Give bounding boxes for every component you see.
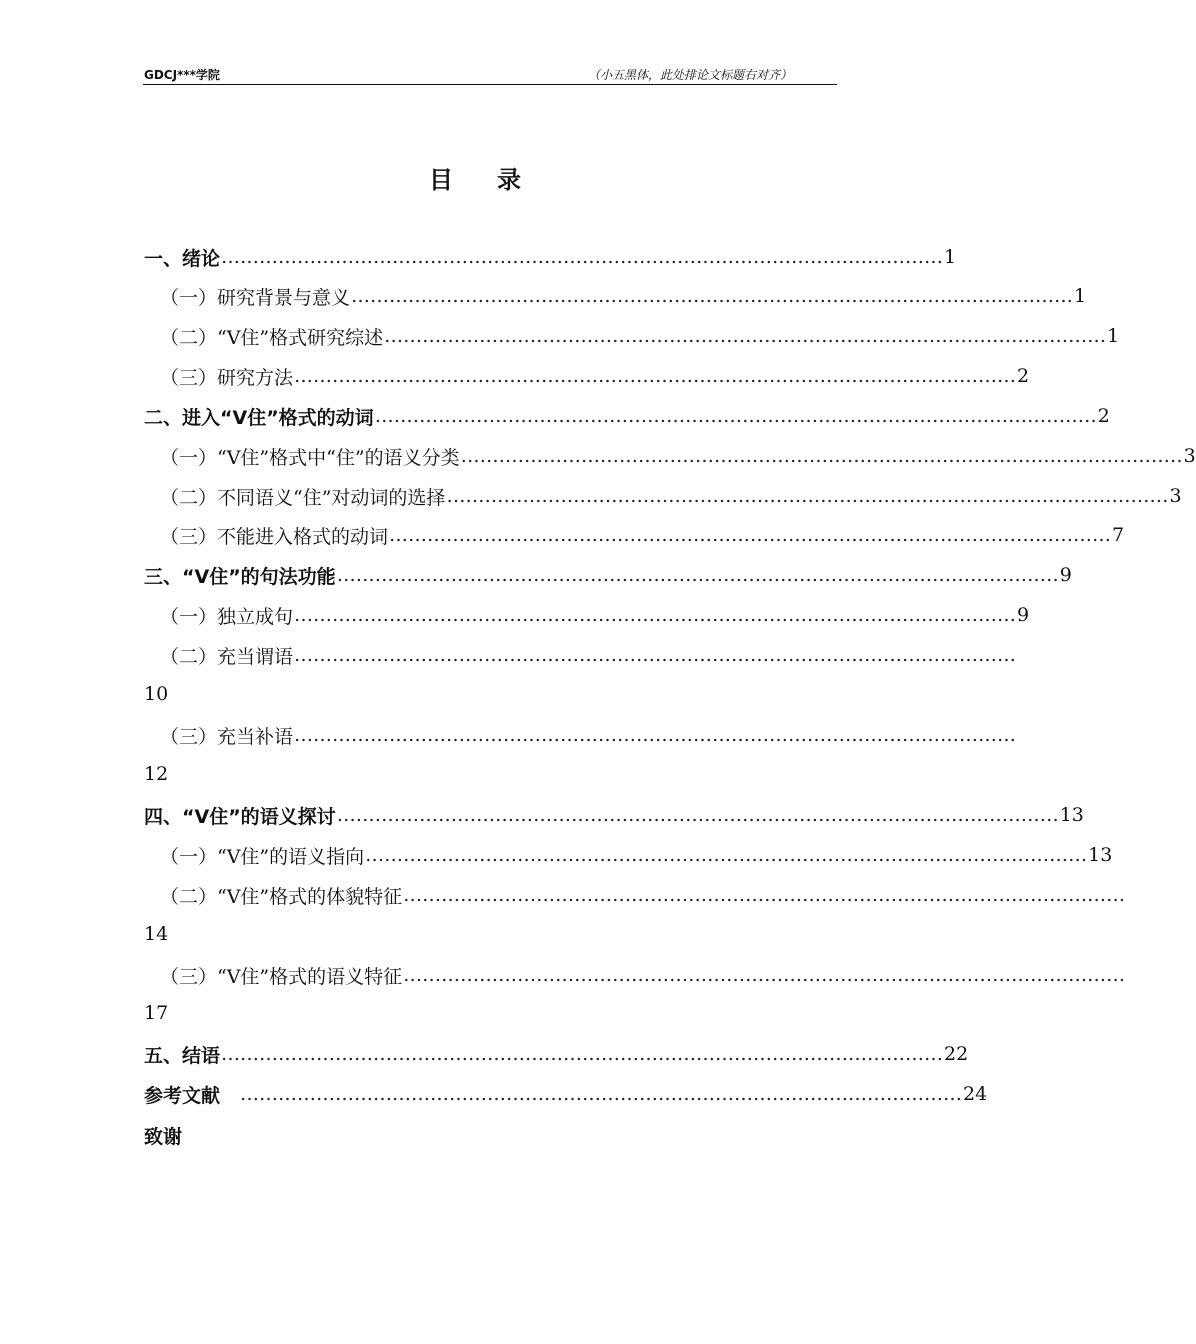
toc-entry[interactable] bbox=[160, 640, 1017, 670]
toc-entry[interactable] bbox=[144, 800, 1084, 830]
running-header-left: GDCJ***学院 bbox=[144, 68, 220, 82]
toc-leader: …………………………………………………………………………………………………… bbox=[403, 964, 1126, 986]
toc-leader: …………………………………………………………………………………………………… bbox=[384, 325, 1107, 347]
toc-page: 13 bbox=[1088, 844, 1113, 866]
toc-leader: …………………………………………………………………………………………………… bbox=[294, 365, 1017, 387]
toc-label: （一）研究背景与意义 bbox=[160, 286, 351, 309]
toc-label: 二、进入“V住”格式的动词 bbox=[144, 406, 374, 429]
toc-label: （三）不能进入格式的动词 bbox=[160, 525, 389, 548]
toc-leader: …………………………………………………………………………………………………… bbox=[221, 246, 944, 268]
toc-entry[interactable] bbox=[144, 560, 1072, 590]
toc-entry[interactable] bbox=[160, 880, 1126, 910]
toc-page: 17 bbox=[144, 1002, 169, 1024]
toc-entry[interactable] bbox=[160, 600, 1030, 630]
toc-page: 12 bbox=[144, 763, 169, 785]
toc-page: 1 bbox=[944, 246, 957, 268]
toc-leader: …………………………………………………………………………………………………… bbox=[336, 804, 1059, 826]
toc-label: 一、绪论 bbox=[144, 247, 221, 270]
toc-entry[interactable] bbox=[144, 401, 1110, 431]
toc-entry[interactable] bbox=[160, 481, 1182, 511]
toc-page: 3 bbox=[1183, 445, 1196, 467]
toc-page: 9 bbox=[1017, 604, 1030, 626]
toc-page: 13 bbox=[1059, 804, 1084, 826]
toc-page: 14 bbox=[144, 923, 169, 945]
toc-label: （一）独立成句 bbox=[160, 605, 294, 628]
toc-entry[interactable] bbox=[144, 242, 957, 272]
toc-entry[interactable] bbox=[160, 520, 1125, 550]
toc-leader: …………………………………………………………………………………………………… bbox=[374, 405, 1097, 427]
toc-label: 四、“V住”的语义探讨 bbox=[144, 805, 336, 828]
toc-leader: …………………………………………………………………………………………………… bbox=[294, 724, 1017, 746]
toc-label: （三）“V住”格式的语义特征 bbox=[160, 965, 403, 988]
toc-label: 三、“V住”的句法功能 bbox=[144, 565, 336, 588]
toc-page: 9 bbox=[1059, 564, 1072, 586]
toc-leader: …………………………………………………………………………………………………… bbox=[389, 524, 1112, 546]
toc-label: （二）充当谓语 bbox=[160, 645, 294, 668]
toc-page: 24 bbox=[963, 1083, 988, 1105]
toc-entry[interactable] bbox=[144, 1120, 344, 1150]
toc-leader: …………………………………………………………………………………………………… bbox=[294, 604, 1017, 626]
page-title: 目录 bbox=[429, 166, 565, 194]
running-header-right: （小五黑体，此处排论文标题右对齐） bbox=[587, 68, 792, 82]
toc-entry[interactable] bbox=[160, 840, 1113, 870]
toc-label: 致谢 bbox=[144, 1125, 183, 1148]
toc-label: （二）“V住”格式的体貌特征 bbox=[160, 885, 403, 908]
toc-page: 2 bbox=[1097, 405, 1110, 427]
toc-leader: …………………………………………………………………………………………………… bbox=[336, 564, 1059, 586]
toc-entry[interactable] bbox=[160, 441, 1196, 471]
toc-entry[interactable] bbox=[160, 321, 1120, 351]
toc-label: （三）研究方法 bbox=[160, 366, 294, 389]
toc-label: （二）“V住”格式研究综述 bbox=[160, 326, 384, 349]
toc-page: 3 bbox=[1169, 485, 1182, 507]
toc-page: 10 bbox=[144, 683, 169, 705]
toc-leader: …………………………………………………………………………………………………… bbox=[460, 445, 1183, 467]
toc-leader: …………………………………………………………………………………………………… bbox=[294, 644, 1017, 666]
toc-entry[interactable] bbox=[160, 720, 1017, 750]
toc-entry[interactable] bbox=[144, 1039, 969, 1069]
toc-leader: …………………………………………………………………………………………………… bbox=[403, 884, 1126, 906]
toc-page: 1 bbox=[1107, 325, 1120, 347]
toc-label: （一）“V住”格式中“住”的语义分类 bbox=[160, 446, 460, 469]
toc-entry[interactable] bbox=[144, 1079, 988, 1109]
toc-label: 参考文献 bbox=[144, 1084, 221, 1107]
toc-label: （一）“V住”的语义指向 bbox=[160, 845, 365, 868]
toc-label: 五、结语 bbox=[144, 1044, 221, 1067]
toc-leader: …………………………………………………………………………………………………… bbox=[446, 485, 1169, 507]
toc-page: 22 bbox=[944, 1043, 969, 1065]
toc-page: 2 bbox=[1017, 365, 1030, 387]
toc-entry[interactable] bbox=[160, 281, 1087, 311]
toc-leader: …………………………………………………………………………………………………… bbox=[351, 285, 1074, 307]
header-rule bbox=[143, 84, 837, 85]
toc-label: （二）不同语义“住”对动词的选择 bbox=[160, 486, 446, 509]
toc-leader: …………………………………………………………………………………………………… bbox=[221, 1043, 944, 1065]
toc-leader: …………………………………………………………………………………………………… bbox=[365, 844, 1088, 866]
toc-entry[interactable] bbox=[160, 361, 1030, 391]
toc-page: 7 bbox=[1112, 524, 1125, 546]
toc-label: （三）充当补语 bbox=[160, 725, 294, 748]
toc-leader: …………………………………………………………………………………………………… bbox=[240, 1083, 963, 1105]
toc-entry[interactable] bbox=[160, 960, 1126, 990]
toc-page: 1 bbox=[1074, 285, 1087, 307]
